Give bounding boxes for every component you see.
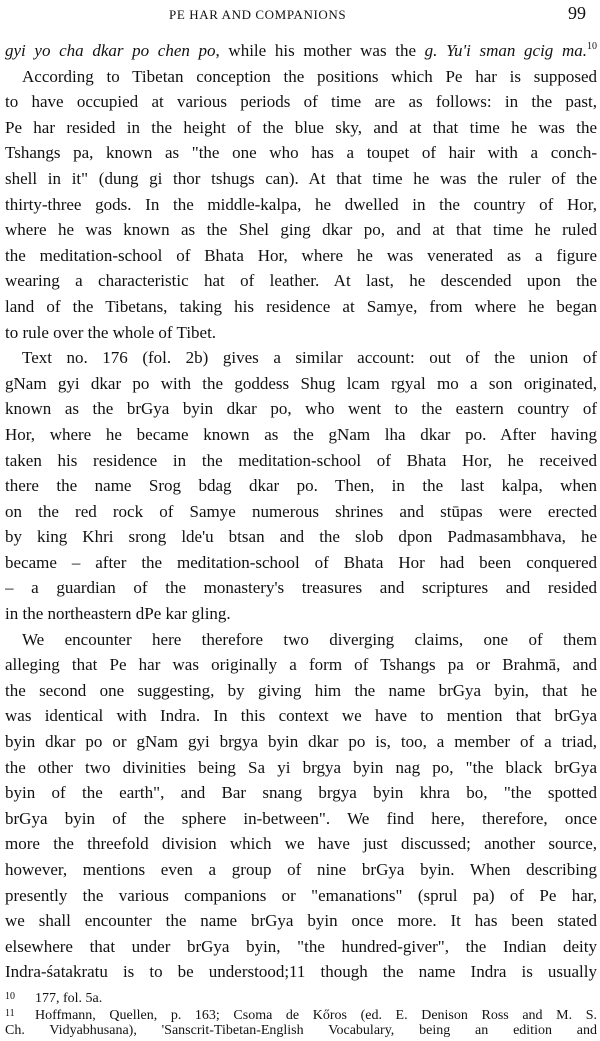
text-line: gNam gyi dkar po with the goddess Shug lcam rgyal mo a son originated, <box>5 373 597 393</box>
footnote-number: 10 <box>5 991 15 1002</box>
footnotes <box>5 988 597 1039</box>
footnote-number: 11 <box>5 1008 15 1019</box>
text-line: According to Tibetan conception the positions which Pe har is supposed <box>22 66 597 86</box>
text-line: elsewhere that under brGya byin, "the hundred-giver", the Indian deity <box>5 936 597 956</box>
text-line: however, mentions even a group of nine brGya byin. When describing <box>5 860 597 879</box>
body-text <box>5 38 597 985</box>
running-head <box>0 4 600 30</box>
text-line: the second one suggesting, by giving him the name brGya byin, that he <box>5 680 597 700</box>
text-line: was identical with Indra. In this context we have to mention that brGya <box>5 706 597 726</box>
text-line: in the northeastern dPe kar gling. <box>5 604 231 624</box>
text-line: we shall encounter the name brGya byin once more. It has been stated <box>5 911 597 931</box>
page-number: 99 <box>568 3 586 23</box>
text-line: to have occupied at various periods of time are as follows: in the past, <box>5 92 597 112</box>
text-line: the meditation-school of Bhata Hor, where he was venerated as a figure <box>5 245 597 265</box>
text-line: the other two divinities being Sa yi brgya byin nag po, "the black brGya <box>5 757 597 777</box>
text-line: taken his residence in the meditation-school of Bhata Hor, he received <box>5 450 597 470</box>
text-line: there the name Srog bdag dkar po. Then, in the last kalpa, when <box>5 476 597 496</box>
running-title: PE HAR AND COMPANIONS <box>169 7 347 22</box>
text-line: byin of the earth", and Bar snang brgya byin khra bo, "the spotted <box>5 783 597 803</box>
text-line: Pe har resided in the height of the blue sky, and at that time he was the <box>5 117 597 137</box>
text-line: We encounter here therefore two diverging claims, one of them <box>22 629 597 649</box>
text-line: wearing a characteristic hat of leather. At last, he descended upon the <box>5 271 597 291</box>
text-line: byin dkar po or gNam gyi brgya byin dkar po is, too, a member of a triad, <box>5 732 597 752</box>
text-line: brGya byin of the sphere in-between". We find here, therefore, once <box>5 808 597 828</box>
text-line: became – after the meditation-school of Bhata Hor had been conquered <box>5 552 597 572</box>
text-line: thirty-three gods. In the middle-kalpa, he dwelled in the country of Hor, <box>5 194 597 214</box>
footnote-text: Ch. Vidyabhusana), 'Sanscrit-Tibetan-English Vocabulary, being an edition and <box>5 1023 597 1038</box>
text-line: gyi yo cha dkar po chen po, while his mother was the g. Yu'i sman gcig ma.$^{10}$ <box>5 41 597 60</box>
text-line: where he was known as the Shel ging dkar po, and at that time he ruled <box>5 220 597 240</box>
text-line: – a guardian of the monastery's treasures and scriptures and resided <box>5 578 597 598</box>
text-line: presently the various companions or "emanations" (sprul pa) of Pe har, <box>5 885 597 905</box>
text-line: by king Khri srong lde'u btsan and the slob dpon Padmasambhava, he <box>5 527 597 547</box>
footnote <box>5 988 597 1005</box>
text-line: to rule over the whole of Tibet. <box>5 322 217 342</box>
text-line: Tshangs pa, known as "the one who has a toupet of hair with a conch- <box>5 143 597 163</box>
text-line: Indra-śatakratu is to be understood;11 though the name Indra is usually <box>5 962 597 982</box>
footnote-text: 177, fol. 5a. <box>35 991 103 1005</box>
text-line: on the red rock of Samye numerous shrines and stūpas were erected <box>5 501 597 521</box>
text-line: Text no. 176 (fol. 2b) gives a similar account: out of the union of <box>22 348 597 368</box>
text-line: more the threefold division which we have just discussed; another source, <box>5 834 597 854</box>
footnote <box>5 1005 597 1022</box>
text-line: alleging that Pe har was originally a form of Tshangs pa or Brahmā, and <box>5 655 597 675</box>
text-line: Hor, where he became known as the gNam lha dkar po. After having <box>5 424 597 444</box>
text-line: land of the Tibetans, taking his residence at Samye, from where he began <box>5 296 597 316</box>
footnote <box>5 1022 597 1039</box>
footnote-text: Hoffmann, Quellen, p. 163; Csoma de Kőros (ed. E. Denison Ross and M. S. <box>35 1008 597 1022</box>
text-line: shell in it" (dung gi thor tshugs can). At that time he was the ruler of the <box>5 168 597 188</box>
text-line: known as the brGya byin dkar po, who went to the eastern country of <box>5 399 597 419</box>
